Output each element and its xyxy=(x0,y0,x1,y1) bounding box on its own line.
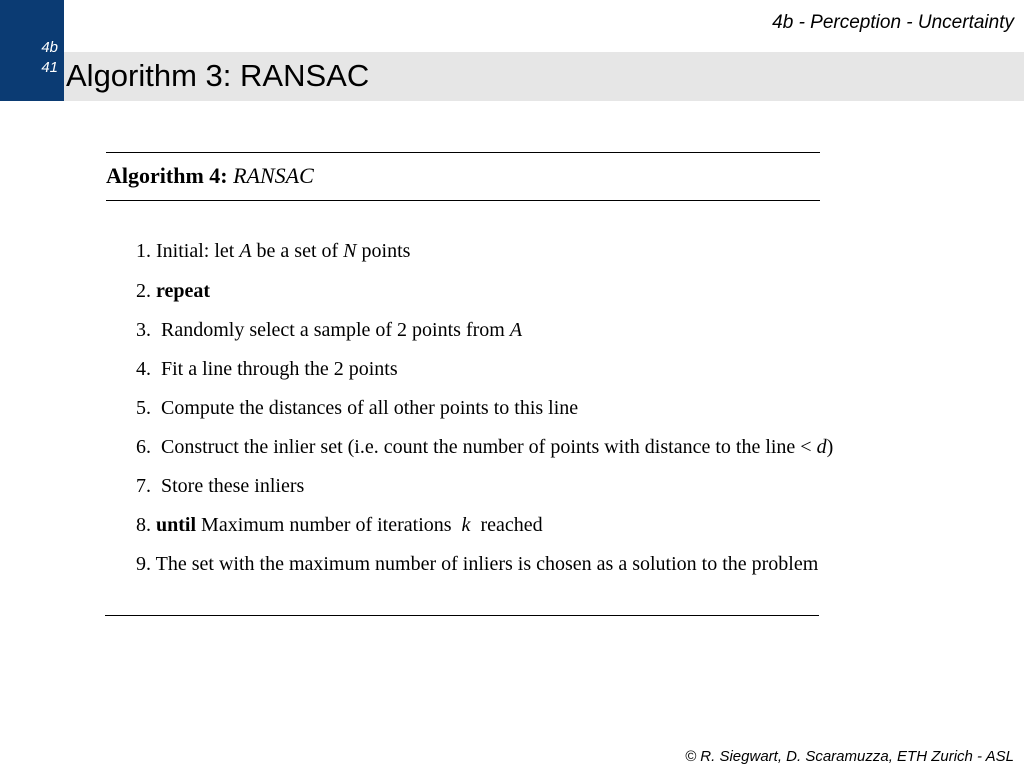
algorithm-heading xyxy=(106,163,314,189)
slide-number-tab xyxy=(0,0,64,101)
slide-page-number: 41 xyxy=(41,59,58,76)
heading-rule xyxy=(106,200,820,201)
step-4: 4. Fit a line through the 2 points xyxy=(136,358,398,380)
step-5: 5. Compute the distances of all other points to this line xyxy=(136,397,579,419)
algorithm-label: Algorithm 4: xyxy=(106,163,228,188)
step-1: 1. Initial: let A be a set of N points xyxy=(136,240,411,262)
step-7: 7. Store these inliers xyxy=(136,475,305,497)
step-6: 6. Construct the inlier set (i.e. count the number of points with distance to the line < d) xyxy=(136,436,834,458)
step-8: 8. until Maximum number of iterations k reached xyxy=(136,514,543,536)
top-rule xyxy=(106,152,820,153)
algorithm-name: RANSAC xyxy=(233,163,314,188)
step-3: 3. Randomly select a sample of 2 points from A xyxy=(136,319,523,341)
course-header: 4b - Perception - Uncertainty xyxy=(772,12,1014,33)
step-2: 2. repeat xyxy=(136,280,211,302)
bottom-rule xyxy=(105,615,819,616)
copyright-footer: © R. Siegwart, D. Scaramuzza, ETH Zurich - ASL xyxy=(685,748,1014,765)
page-title: Algorithm 3: RANSAC xyxy=(66,58,370,93)
slide-section-number: 4b xyxy=(41,39,58,56)
step-9: 9. The set with the maximum number of inliers is chosen as a solution to the problem xyxy=(136,553,819,575)
